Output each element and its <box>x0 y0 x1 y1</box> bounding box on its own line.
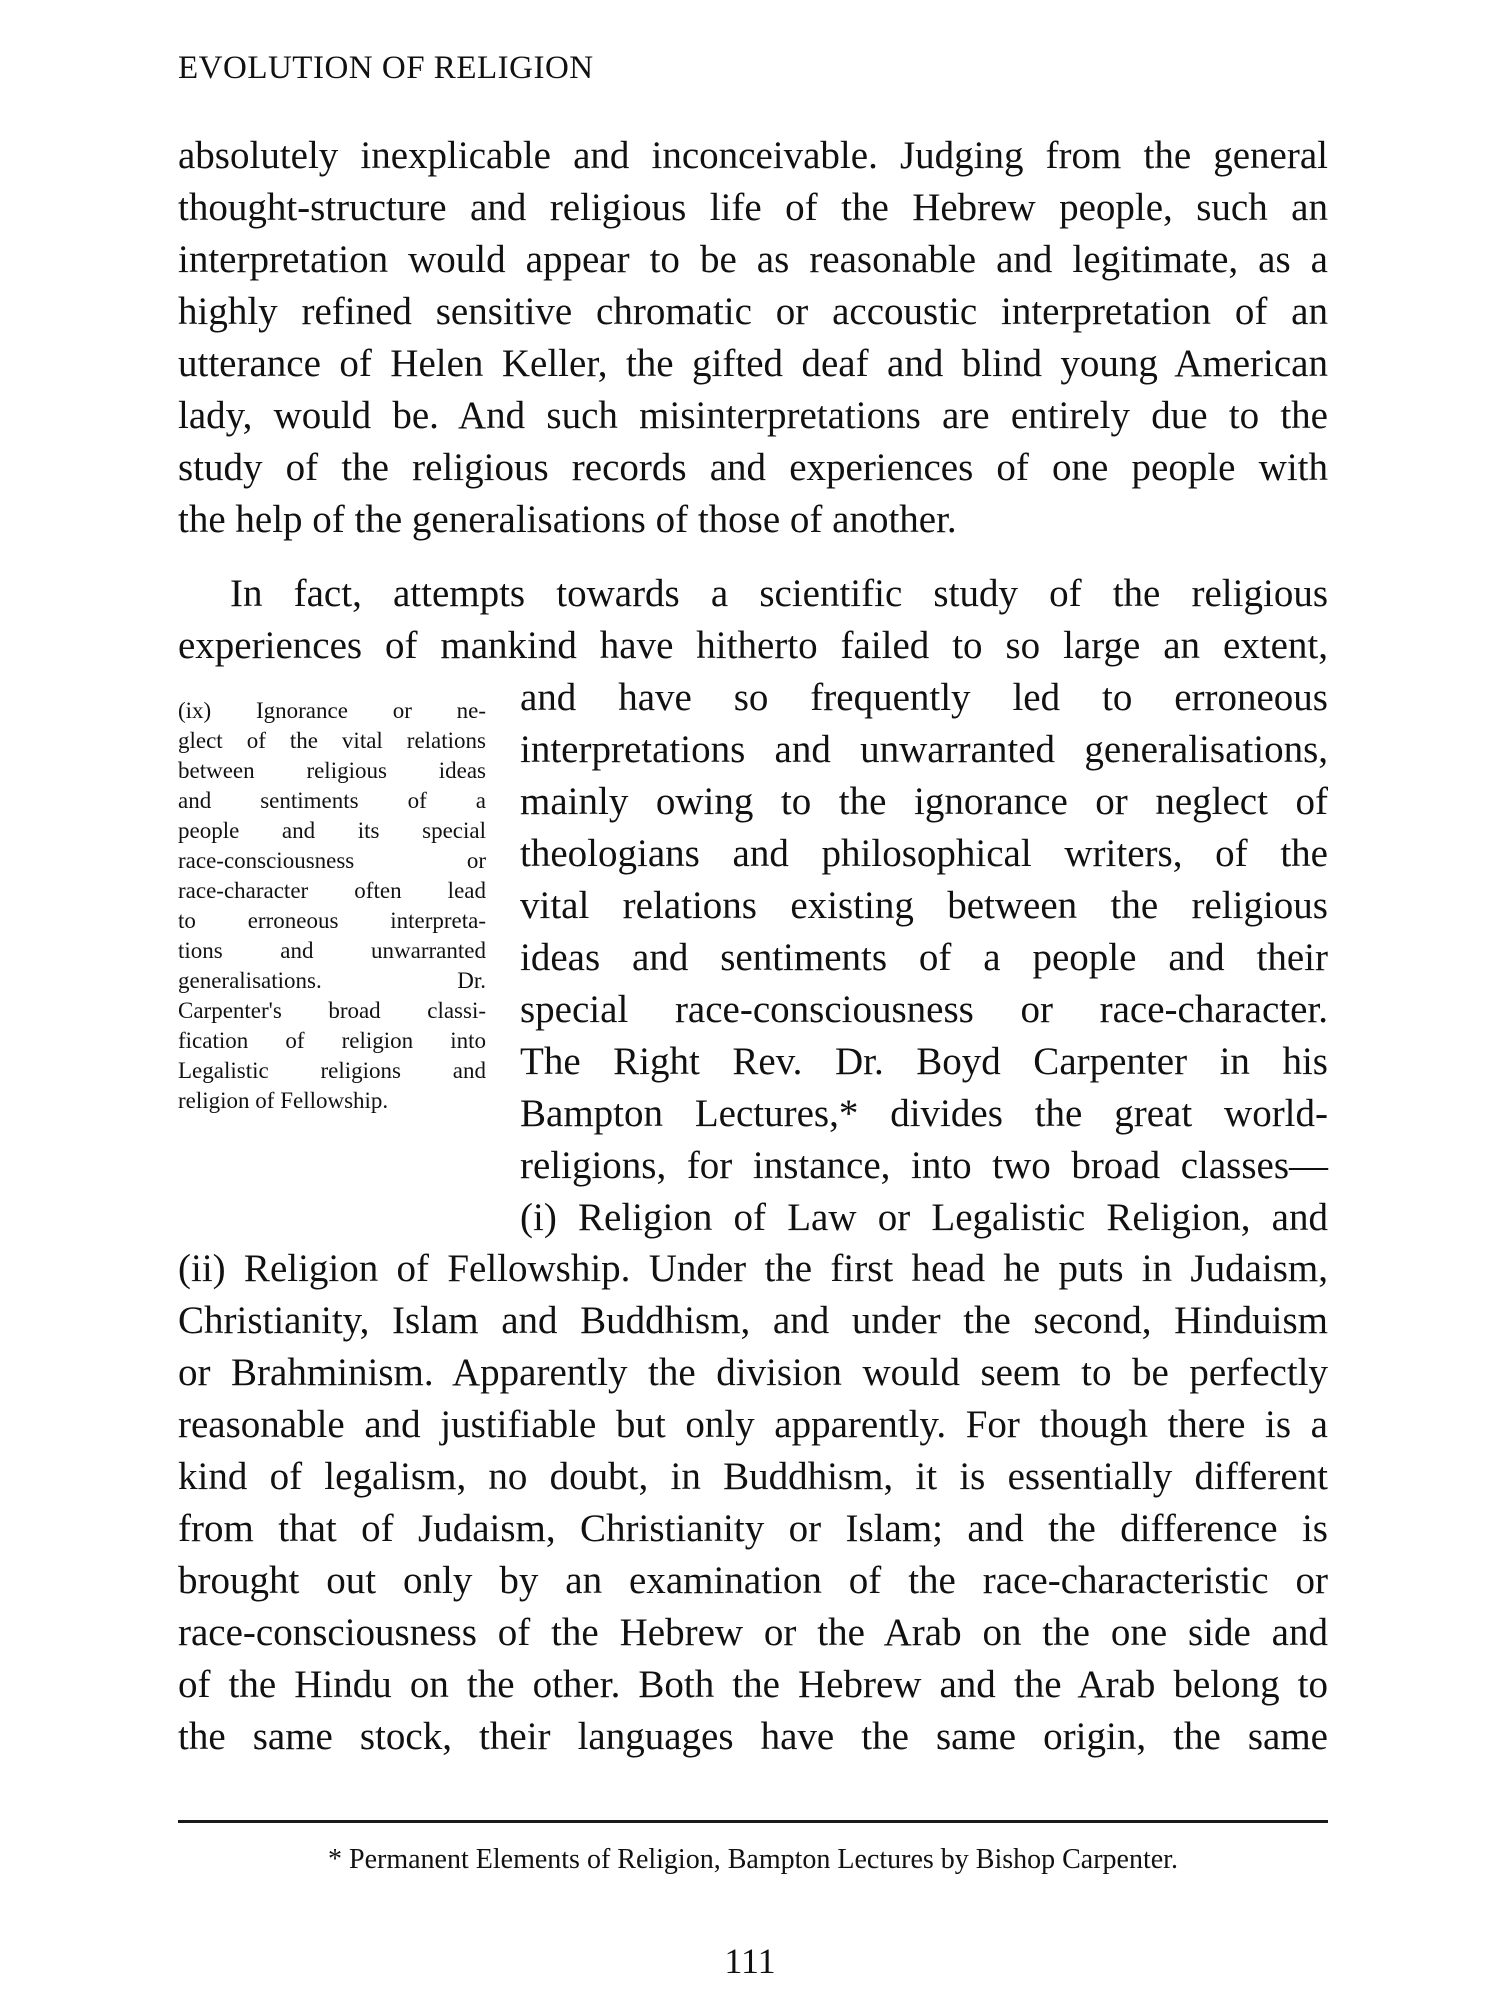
text-line: Bampton Lectures,* divides the great world- <box>520 1092 1328 1135</box>
text-line: special race-consciousness or race-character. <box>520 988 1328 1031</box>
sidenote-line: (ix) Ignorance or ne- <box>178 698 486 723</box>
sidenote-line: generalisations. Dr. <box>178 968 486 993</box>
paragraph-continued <box>178 130 1328 546</box>
sidenote-line: fication of religion into <box>178 1028 486 1053</box>
text-line: highly refined sensitive chromatic or accoustic interpretation of an <box>178 290 1328 333</box>
sidenote-line: tions and unwarranted <box>178 938 486 963</box>
text-line: The Right Rev. Dr. Boyd Carpenter in his <box>520 1040 1328 1083</box>
margin-sidenote <box>178 696 486 1116</box>
paragraph-after-sidenote <box>178 1243 1328 1763</box>
paragraph-beside-sidenote <box>520 672 1328 1244</box>
running-head: EVOLUTION OF RELIGION <box>178 50 594 86</box>
sidenote-line: people and its special <box>178 818 486 843</box>
footnote: * Permanent Elements of Religion, Bampton Lectures by Bishop Carpenter. <box>328 1844 1178 1875</box>
text-line: utterance of Helen Keller, the gifted deaf and blind young American <box>178 342 1328 385</box>
sidenote-line: Legalistic religions and <box>178 1058 486 1083</box>
text-line: mainly owing to the ignorance or neglect of <box>520 780 1328 823</box>
text-line: thought-structure and religious life of the Hebrew people, such an <box>178 186 1328 229</box>
text-line: or Brahminism. Apparently the division would seem to be perfectly <box>178 1351 1328 1394</box>
sidenote-line: race-character often lead <box>178 878 486 903</box>
sidenote-line: race-consciousness or <box>178 848 486 873</box>
sidenote-line: religion of Fellowship. <box>178 1088 389 1113</box>
text-line: lady, would be. And such misinterpretations are entirely due to the <box>178 394 1328 437</box>
paragraph-in-fact-start <box>178 568 1328 672</box>
text-line: (i) Religion of Law or Legalistic Religion, and <box>520 1196 1328 1239</box>
text-line: brought out only by an examination of the race-characteristic or <box>178 1559 1328 1602</box>
sidenote-line: and sentiments of a <box>178 788 486 813</box>
sidenote-line: between religious ideas <box>178 758 486 783</box>
text-line: of the Hindu on the other. Both the Hebrew and the Arab belong to <box>178 1663 1328 1706</box>
text-line: experiences of mankind have hitherto failed to so large an extent, <box>178 624 1328 667</box>
text-line: religions, for instance, into two broad classes— <box>520 1144 1328 1187</box>
sidenote-line: glect of the vital relations <box>178 728 486 753</box>
text-line: vital relations existing between the religious <box>520 884 1328 927</box>
text-line: and have so frequently led to erroneous <box>520 676 1328 719</box>
text-line: reasonable and justifiable but only apparently. For though there is a <box>178 1403 1328 1446</box>
text-line: study of the religious records and experiences of one people with <box>178 446 1328 489</box>
text-line: In fact, attempts towards a scientific study of the religious <box>230 572 1328 615</box>
text-line: the same stock, their languages have the same origin, the same <box>178 1715 1328 1758</box>
text-line: ideas and sentiments of a people and their <box>520 936 1328 979</box>
text-line: race-consciousness of the Hebrew or the Arab on the one side and <box>178 1611 1328 1654</box>
text-line: absolutely inexplicable and inconceivable. Judging from the general <box>178 134 1328 177</box>
text-line: from that of Judaism, Christianity or Islam; and the difference is <box>178 1507 1328 1550</box>
sidenote-line: Carpenter's broad classi- <box>178 998 486 1023</box>
text-line: (ii) Religion of Fellowship. Under the first head he puts in Judaism, <box>178 1247 1328 1290</box>
text-line: kind of legalism, no doubt, in Buddhism, it is essentially different <box>178 1455 1328 1498</box>
text-line: interpretation would appear to be as reasonable and legitimate, as a <box>178 238 1328 281</box>
text-line: theologians and philosophical writers, of the <box>520 832 1328 875</box>
text-line: interpretations and unwarranted generalisations, <box>520 728 1328 771</box>
footnote-divider <box>178 1820 1328 1823</box>
page-number: 111 <box>724 1941 776 1981</box>
sidenote-line: to erroneous interpreta- <box>178 908 486 933</box>
text-line: Christianity, Islam and Buddhism, and under the second, Hinduism <box>178 1299 1328 1342</box>
text-line: the help of the generalisations of those of another. <box>178 498 957 541</box>
